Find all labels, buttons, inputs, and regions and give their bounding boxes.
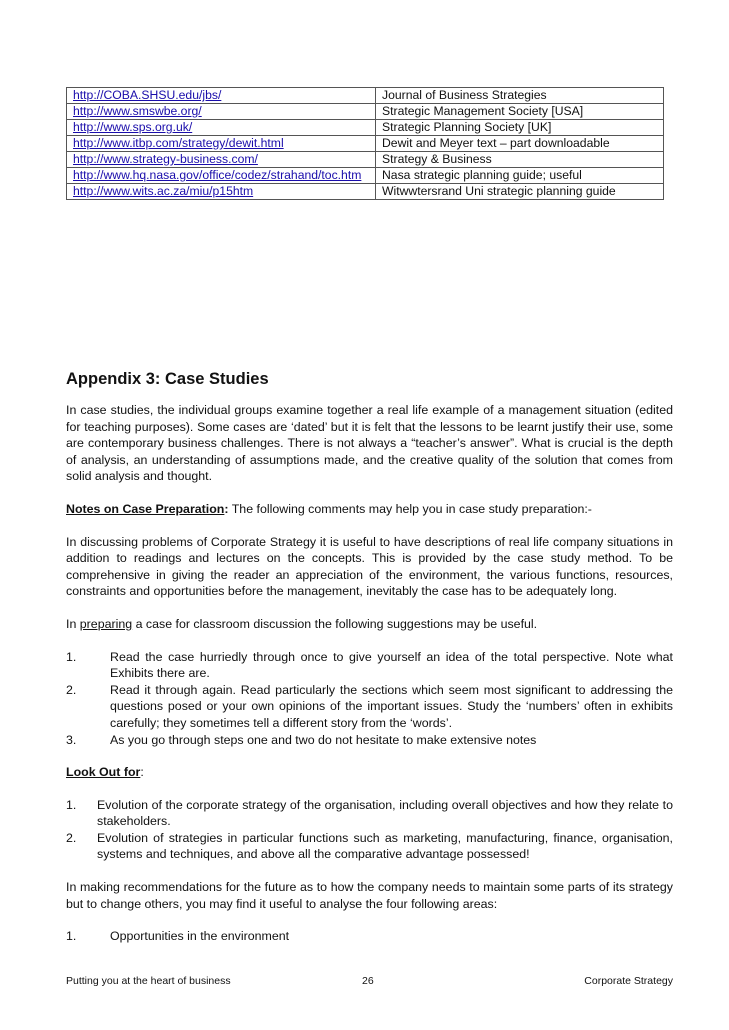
lookout-colon: : bbox=[140, 765, 144, 780]
step-text: Read the case hurriedly through once to give yourself an idea of the total perspective. Note what Exhibits there are. bbox=[110, 649, 673, 681]
link-description: Witwwtersrand Uni strategic planning guide bbox=[376, 184, 664, 200]
resource-links-table bbox=[66, 87, 664, 200]
table-row bbox=[67, 104, 664, 120]
preparing-text-before: In bbox=[66, 616, 80, 631]
footer-tagline: Putting you at the heart of business bbox=[66, 975, 231, 987]
link-description: Nasa strategic planning guide; useful bbox=[376, 168, 664, 184]
preparing-paragraph bbox=[66, 616, 673, 633]
page-number: 26 bbox=[362, 975, 374, 987]
lookout-text: Evolution of strategies in particular functions such as marketing, manufacturing, finance, organisation, systems and techniques, and above all the comparative advantage possessed! bbox=[97, 830, 673, 862]
link-itbp[interactable]: http://www.itbp.com/strategy/dewit.html bbox=[73, 136, 284, 150]
lookout-heading-paragraph bbox=[66, 764, 673, 781]
lookout-list bbox=[66, 797, 673, 863]
step-number: 2. bbox=[66, 682, 77, 697]
table-row bbox=[67, 120, 664, 136]
lookout-text: Evolution of the corporate strategy of the organisation, including overall objectives and how they relate to stakeholders. bbox=[97, 797, 673, 829]
list-item bbox=[66, 928, 673, 945]
table-row bbox=[67, 168, 664, 184]
list-item bbox=[66, 797, 673, 830]
list-item bbox=[66, 732, 673, 749]
area-text: Opportunities in the environment bbox=[110, 929, 290, 944]
section-title: Appendix 3: Case Studies bbox=[66, 370, 269, 388]
link-wits[interactable]: http://www.wits.ac.za/miu/p15htm bbox=[73, 184, 254, 198]
step-text: As you go through steps one and two do not hesitate to make extensive notes bbox=[110, 732, 537, 747]
link-sps[interactable]: http://www.sps.org.uk/ bbox=[73, 120, 193, 134]
table-row bbox=[67, 136, 664, 152]
recommendations-paragraph: In making recommendations for the future as to how the company needs to maintain some parts of its strategy but to change others, you may find it useful to analyse the four following areas: bbox=[66, 880, 673, 911]
lookout-heading: Look Out for bbox=[66, 765, 141, 780]
areas-list bbox=[66, 928, 673, 945]
link-strategy-business[interactable]: http://www.strategy-business.com/ bbox=[73, 152, 258, 166]
notes-text: The following comments may help you in case study preparation:- bbox=[228, 501, 592, 516]
lookout-number: 2. bbox=[66, 830, 77, 845]
notes-heading: Notes on Case Preparation bbox=[66, 501, 225, 516]
list-item bbox=[66, 649, 673, 682]
page-footer bbox=[66, 974, 673, 988]
area-number: 1. bbox=[66, 929, 77, 944]
appendix-content bbox=[66, 402, 673, 945]
preparing-text-after: a case for classroom discussion the following suggestions may be useful. bbox=[132, 616, 538, 631]
list-item bbox=[66, 830, 673, 863]
table-row bbox=[67, 88, 664, 104]
step-number: 3. bbox=[66, 732, 77, 747]
discussing-paragraph: In discussing problems of Corporate Strategy it is useful to have descriptions of real life company situations in addition to readings and lectures on the concepts. This is provided by the case study method. To be comprehensive in giving the reader an appreciation of the environment, the various functions, resources, constraints and opportunities before the management, inevitably the case has to be adequately long. bbox=[66, 534, 673, 599]
link-description: Strategy & Business bbox=[376, 152, 664, 168]
link-description: Strategic Management Society [USA] bbox=[376, 104, 664, 120]
table-row bbox=[67, 184, 664, 200]
link-nasa[interactable]: http://www.hq.nasa.gov/office/codez/strahand/toc.htm bbox=[73, 168, 362, 182]
link-description: Dewit and Meyer text – part downloadable bbox=[376, 136, 664, 152]
link-coba-shsu[interactable]: http://COBA.SHSU.edu/jbs/ bbox=[73, 88, 222, 102]
table-row bbox=[67, 152, 664, 168]
notes-paragraph bbox=[66, 501, 673, 518]
step-number: 1. bbox=[66, 649, 77, 664]
list-item bbox=[66, 682, 673, 732]
preparation-steps-list bbox=[66, 649, 673, 749]
preparing-word: preparing bbox=[79, 616, 133, 631]
notes-colon: : bbox=[224, 501, 229, 516]
step-text: Read it through again. Read particularly the sections which seem most significant to addressing the questions posed or your own opinions of the important issues. Study the ‘numbers’ often in exhibits carefully; they sometimes tell a different story from the ‘words’. bbox=[110, 682, 673, 730]
link-description: Strategic Planning Society [UK] bbox=[376, 120, 664, 136]
link-description: Journal of Business Strategies bbox=[376, 88, 664, 104]
lookout-number: 1. bbox=[66, 797, 77, 812]
intro-paragraph: In case studies, the individual groups examine together a real life example of a management situation (edited for teaching purposes). Some cases are ‘dated’ but it is felt that the lessons to be learnt justify their use, some are contemporary business challenges. There is not always a “teacher’s answer”. What is crucial is the depth of analysis, an understanding of assumptions made, and the creative quality of the solution that comes from solid analysis and thought. bbox=[66, 403, 673, 484]
footer-document-title: Corporate Strategy bbox=[584, 975, 673, 987]
link-smswbe[interactable]: http://www.smswbe.org/ bbox=[73, 104, 202, 118]
